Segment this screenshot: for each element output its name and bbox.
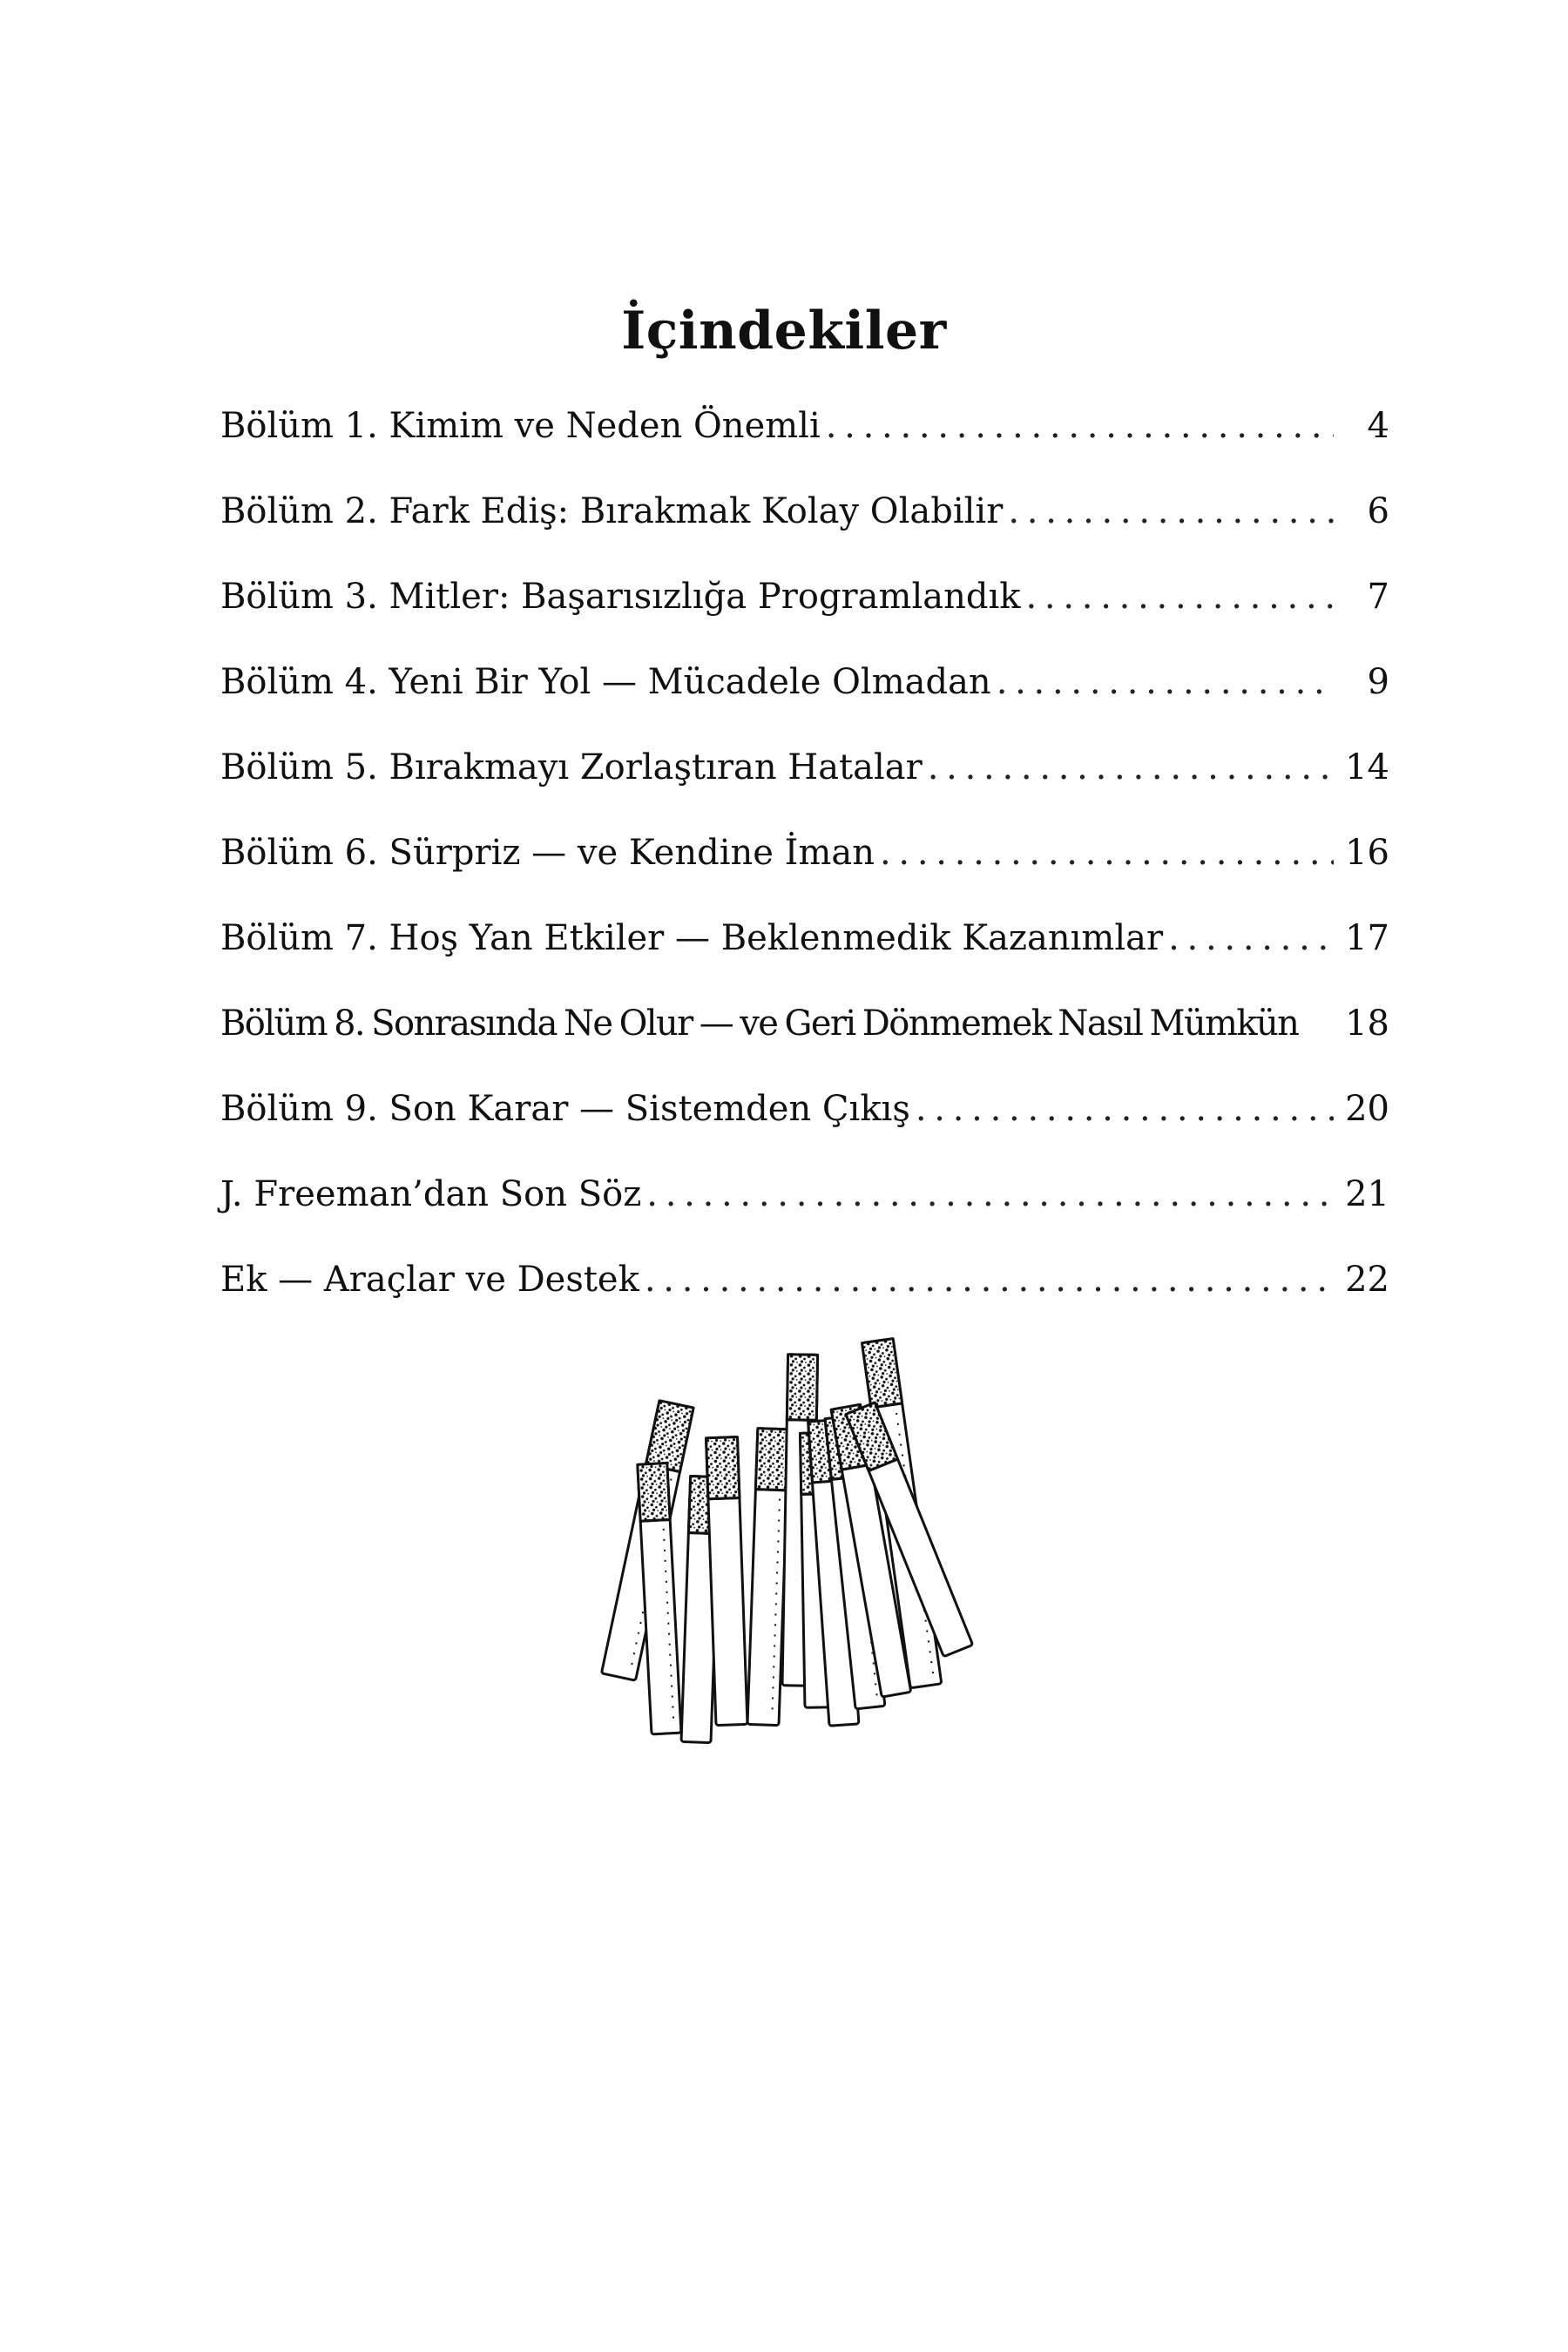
dot-leader [916, 1066, 1334, 1152]
dot-leader [1026, 554, 1335, 639]
toc-entry-1[interactable] [220, 383, 1389, 469]
toc-entry-page: 17 [1345, 918, 1389, 958]
toc-entry-label: Bölüm 6. Sürpriz — ve Kendine İman [220, 833, 875, 873]
toc-entry-10[interactable] [220, 1152, 1389, 1237]
toc-entry-9[interactable] [220, 1066, 1389, 1152]
toc-entry-label: Bölüm 3. Mitler: Başarısızlığa Programlandık [220, 577, 1021, 617]
toc-entry-page: 7 [1367, 577, 1389, 617]
toc-entry-3[interactable] [220, 554, 1389, 639]
toc-entry-label: Bölüm 5. Bırakmayı Zorlaştıran Hatalar [220, 747, 923, 787]
page-title: İçindekiler [621, 301, 947, 362]
table-of-contents [220, 383, 1389, 1322]
toc-entry-label: Bölüm 1. Kimim ve Neden Önemli [220, 406, 821, 446]
toc-entry-11[interactable] [220, 1237, 1389, 1322]
toc-entry-2[interactable] [220, 469, 1389, 554]
toc-entry-page: 9 [1367, 662, 1389, 702]
dot-leader [880, 810, 1334, 896]
toc-entry-label: Ek — Araçlar ve Destek [220, 1260, 639, 1300]
cigarettes-illustration [592, 1337, 1002, 1764]
toc-entry-5[interactable] [220, 725, 1389, 810]
toc-entry-8[interactable] [220, 981, 1389, 1066]
toc-entry-page: 18 [1345, 1004, 1389, 1044]
toc-entry-page: 6 [1367, 491, 1389, 531]
dot-leader [646, 1152, 1334, 1237]
toc-entry-label: J. Freeman’dan Son Söz [220, 1174, 642, 1214]
toc-entry-page: 21 [1345, 1174, 1389, 1214]
dot-leader [928, 725, 1334, 810]
toc-entry-label: Bölüm 7. Hoş Yan Etkiler — Beklenmedik Kazanımlar [220, 918, 1164, 958]
dot-leader [997, 639, 1334, 725]
toc-entry-page: 20 [1345, 1089, 1389, 1129]
dot-leader [1008, 469, 1334, 554]
toc-entry-label: Bölüm 4. Yeni Bir Yol — Mücadele Olmadan [220, 662, 991, 702]
toc-entry-page: 22 [1345, 1260, 1389, 1300]
toc-entry-label: Bölüm 9. Son Karar — Sistemden Çıkış [220, 1089, 910, 1129]
toc-entry-7[interactable] [220, 896, 1389, 981]
toc-entry-label: Bölüm 2. Fark Ediş: Bırakmak Kolay Olabilir [220, 491, 1004, 531]
toc-entry-page: 14 [1345, 747, 1389, 787]
toc-entry-page: 4 [1367, 406, 1389, 446]
toc-entry-4[interactable] [220, 639, 1389, 725]
toc-entry-page: 16 [1345, 833, 1389, 873]
toc-entry-6[interactable] [220, 810, 1389, 896]
toc-entry-label: Bölüm 8. Sonrasında Ne Olur — ve Geri Dönmemek Nasıl Mümkün [220, 1004, 1299, 1044]
dot-leader [826, 383, 1334, 469]
dot-leader [1168, 896, 1334, 981]
dot-leader [645, 1237, 1334, 1322]
